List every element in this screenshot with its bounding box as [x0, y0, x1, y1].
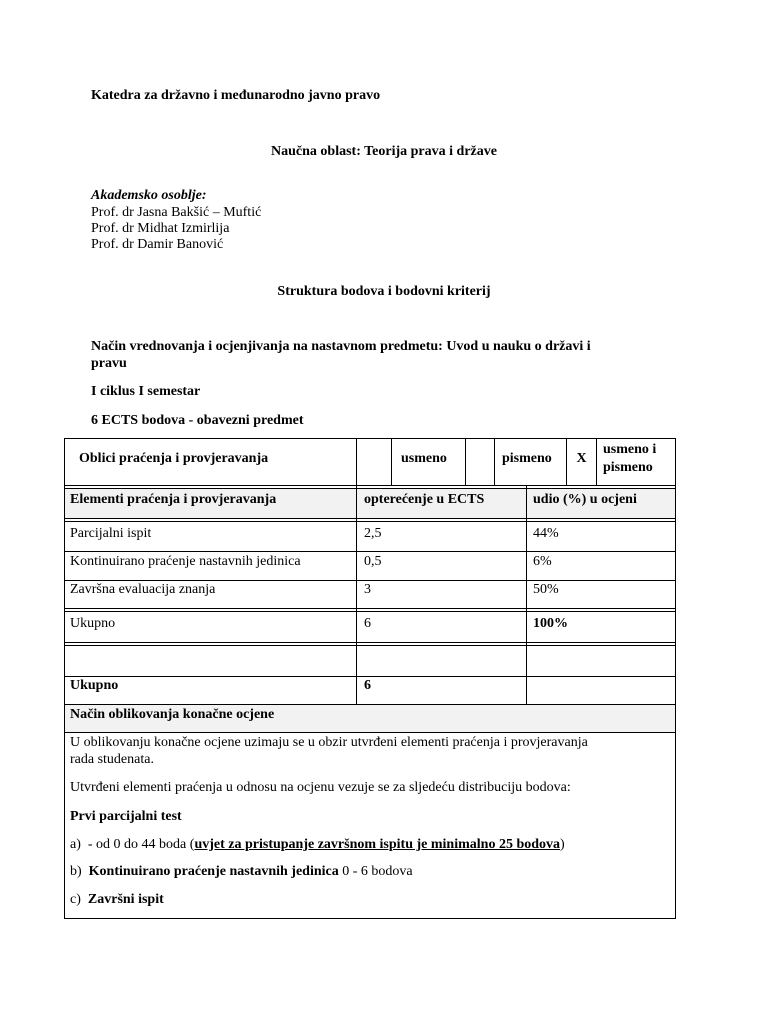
table-row-ects: 2,5	[364, 526, 382, 541]
option-pismeno: pismeno	[502, 451, 552, 466]
list-marker: c)	[70, 892, 81, 907]
list-text: - od 0 do 44 boda (	[87, 837, 195, 852]
cycle-label: I ciklus I semestar	[91, 384, 201, 399]
table-row-label: Parcijalni ispit	[70, 526, 152, 541]
first-test-heading: Prvi parcijalni test	[70, 809, 182, 824]
final-paragraph-2: Utvrđeni elementi praćenja u odnosu na ocjenu vezuje se za sljedeću distribuciju bodova:	[70, 780, 571, 795]
staff-member: Prof. dr Jasna Bakšić – Muftić	[91, 205, 262, 220]
section-title: Struktura bodova i bodovni kriterij	[277, 284, 491, 299]
list-bold: Kontinuirano praćenje nastavnih jedinica	[88, 864, 339, 879]
col-header-ects: opterećenje u ECTS	[364, 492, 485, 507]
assessment-form-label: Oblici praćenja i provjeravanja	[79, 451, 269, 466]
evaluation-line-1: Način vrednovanja i ocjenjivanja na nastavnom predmetu: Uvod u nauku o državi i	[91, 339, 591, 354]
total-share: 100%	[533, 616, 568, 631]
table-row-ects: 0,5	[364, 554, 382, 569]
col-header-elements: Elementi praćenja i provjeravanja	[70, 492, 277, 507]
table-row-label: Završna evaluacija znanja	[70, 582, 216, 597]
option-usmeno-i-pismeno: pismeno	[603, 460, 653, 475]
staff-member: Prof. dr Damir Banović	[91, 237, 224, 252]
option-usmeno-i-pismeno: usmeno i	[603, 442, 657, 457]
total-ects: 6	[364, 616, 371, 631]
staff-title: Akademsko osoblje:	[91, 188, 207, 203]
list-item-c	[70, 891, 164, 908]
total2-label: Ukupno	[70, 678, 119, 693]
option-usmeno: usmeno	[401, 451, 447, 466]
table-row-ects: 3	[364, 582, 371, 597]
list-text-end: )	[560, 837, 565, 852]
department-heading: Katedra za državno i međunarodno javno pravo	[91, 88, 381, 103]
table-row-label: Kontinuirano praćenje nastavnih jedinica	[70, 554, 301, 569]
field-heading: Naučna oblast: Teorija prava i države	[271, 144, 497, 159]
table-row-share: 50%	[533, 582, 559, 597]
checkbox-usmeno-i-pismeno: X	[576, 451, 587, 466]
ects-label: 6 ECTS bodova - obavezni predmet	[91, 413, 304, 428]
list-text: 0 - 6 bodova	[338, 864, 413, 879]
final-paragraph-1: U oblikovanju konačne ocjene uzimaju se u obzir utvrđeni elementi praćenja i provjeravanja	[70, 735, 588, 750]
staff-member: Prof. dr Midhat Izmirlija	[91, 221, 230, 236]
list-marker: a)	[70, 837, 81, 852]
list-condition: uvjet za pristupanje završnom ispitu je minimalno 25 bodova	[194, 837, 561, 852]
total-label: Ukupno	[70, 616, 116, 631]
final-grade-title: Način oblikovanja konačne ocjene	[70, 707, 275, 722]
table-row-share: 44%	[533, 526, 559, 541]
list-item-b	[70, 863, 413, 880]
table-row-share: 6%	[533, 554, 552, 569]
col-header-share: udio (%) u ocjeni	[533, 492, 637, 507]
list-item-a	[70, 836, 565, 853]
final-paragraph-1-cont: rada studenata.	[70, 752, 154, 767]
list-bold: Završni ispit	[87, 892, 164, 907]
list-marker: b)	[70, 864, 82, 879]
evaluation-line-2: pravu	[91, 356, 127, 371]
total2-ects: 6	[364, 678, 371, 693]
